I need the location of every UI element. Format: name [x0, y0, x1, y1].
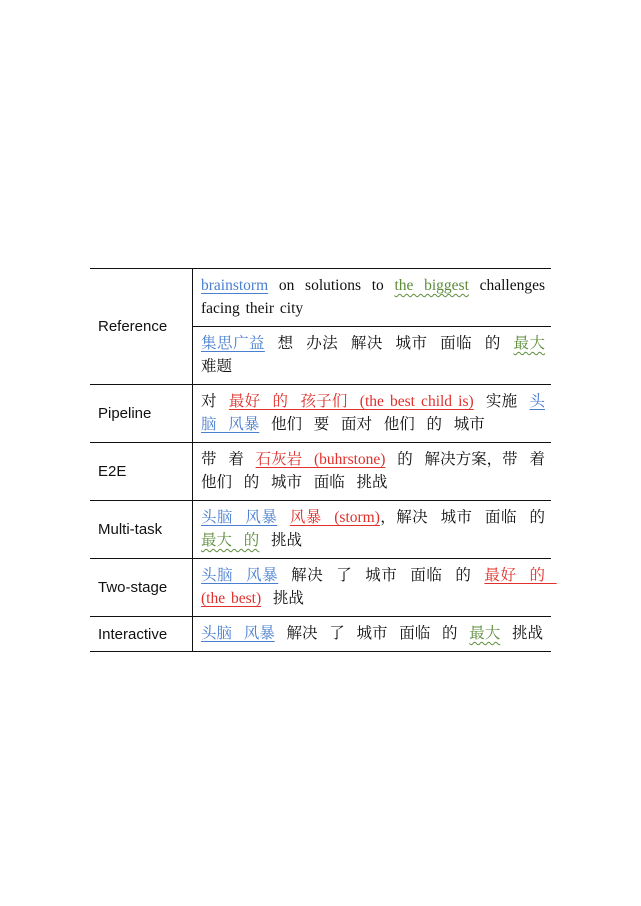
text-segment: 挑战	[500, 625, 544, 642]
correct-highlight: 集思广益	[201, 335, 265, 352]
correct-highlight: 头脑 风暴	[201, 393, 545, 433]
partial-highlight: 最大 的	[201, 532, 260, 549]
system-name-cell: Pipeline	[90, 385, 193, 443]
table-row	[90, 501, 551, 559]
wrong-highlight: 风暴 (storm)	[289, 509, 380, 526]
text-segment: 的 解决方案，带 着 他们 的 城市 面临 挑战	[201, 451, 557, 491]
partial-highlight: 最大	[469, 625, 501, 642]
output-text-cell	[193, 327, 557, 385]
text-segment: 解决 了 城市 面临 的	[278, 567, 485, 584]
table-row	[90, 443, 551, 501]
system-name-cell: Reference	[90, 269, 193, 385]
correct-highlight: 头脑 风暴	[201, 625, 275, 642]
text-segment: 挑战	[261, 590, 304, 607]
table-row	[90, 269, 551, 327]
text-segment: 实施	[473, 393, 530, 410]
translation-examples-table	[90, 268, 557, 652]
text-segment: 他们 要 面对 他们 的 城市	[259, 416, 485, 433]
system-name-cell: E2E	[90, 443, 193, 501]
table-row	[90, 385, 551, 443]
text-segment: 带 着	[201, 451, 256, 468]
output-text-cell	[193, 501, 557, 559]
correct-highlight: brainstorm	[201, 277, 269, 294]
wrong-highlight: 最好 的 孩子们 (the best child is)	[228, 393, 474, 410]
output-text-cell	[193, 559, 557, 617]
partial-highlight: 最大	[513, 335, 545, 352]
wrong-highlight: 石灰岩 (buhrstone)	[255, 451, 386, 468]
text-segment	[277, 509, 290, 526]
output-text-cell	[193, 617, 552, 652]
wrong-highlight: 最好 的 (the best)	[201, 567, 557, 607]
text-segment: 解决 了 城市 面临 的	[274, 625, 470, 642]
table-row	[90, 559, 551, 617]
output-text-cell	[193, 443, 557, 501]
table-row	[90, 617, 551, 652]
system-name-cell: Interactive	[90, 617, 193, 652]
correct-highlight: 头脑 风暴	[201, 509, 278, 526]
text-segment: challenges facing their city	[201, 277, 551, 317]
text-segment: on solutions to	[268, 277, 395, 294]
system-name-cell: Multi-task	[90, 501, 193, 559]
partial-highlight: the biggest	[394, 277, 469, 294]
system-name-cell: Two-stage	[90, 559, 193, 617]
table-body	[90, 269, 557, 652]
text-segment: 对	[201, 393, 229, 410]
output-text-cell	[193, 385, 552, 443]
output-text-cell	[193, 269, 552, 327]
correct-highlight: 头脑 风暴	[201, 567, 279, 584]
text-segment: 难题	[201, 335, 557, 375]
text-segment: 想 办法 解决 城市 面临 的	[264, 335, 514, 352]
text-segment: 挑战	[259, 532, 303, 549]
text-segment: ，解决 城市 面临 的	[379, 509, 557, 526]
